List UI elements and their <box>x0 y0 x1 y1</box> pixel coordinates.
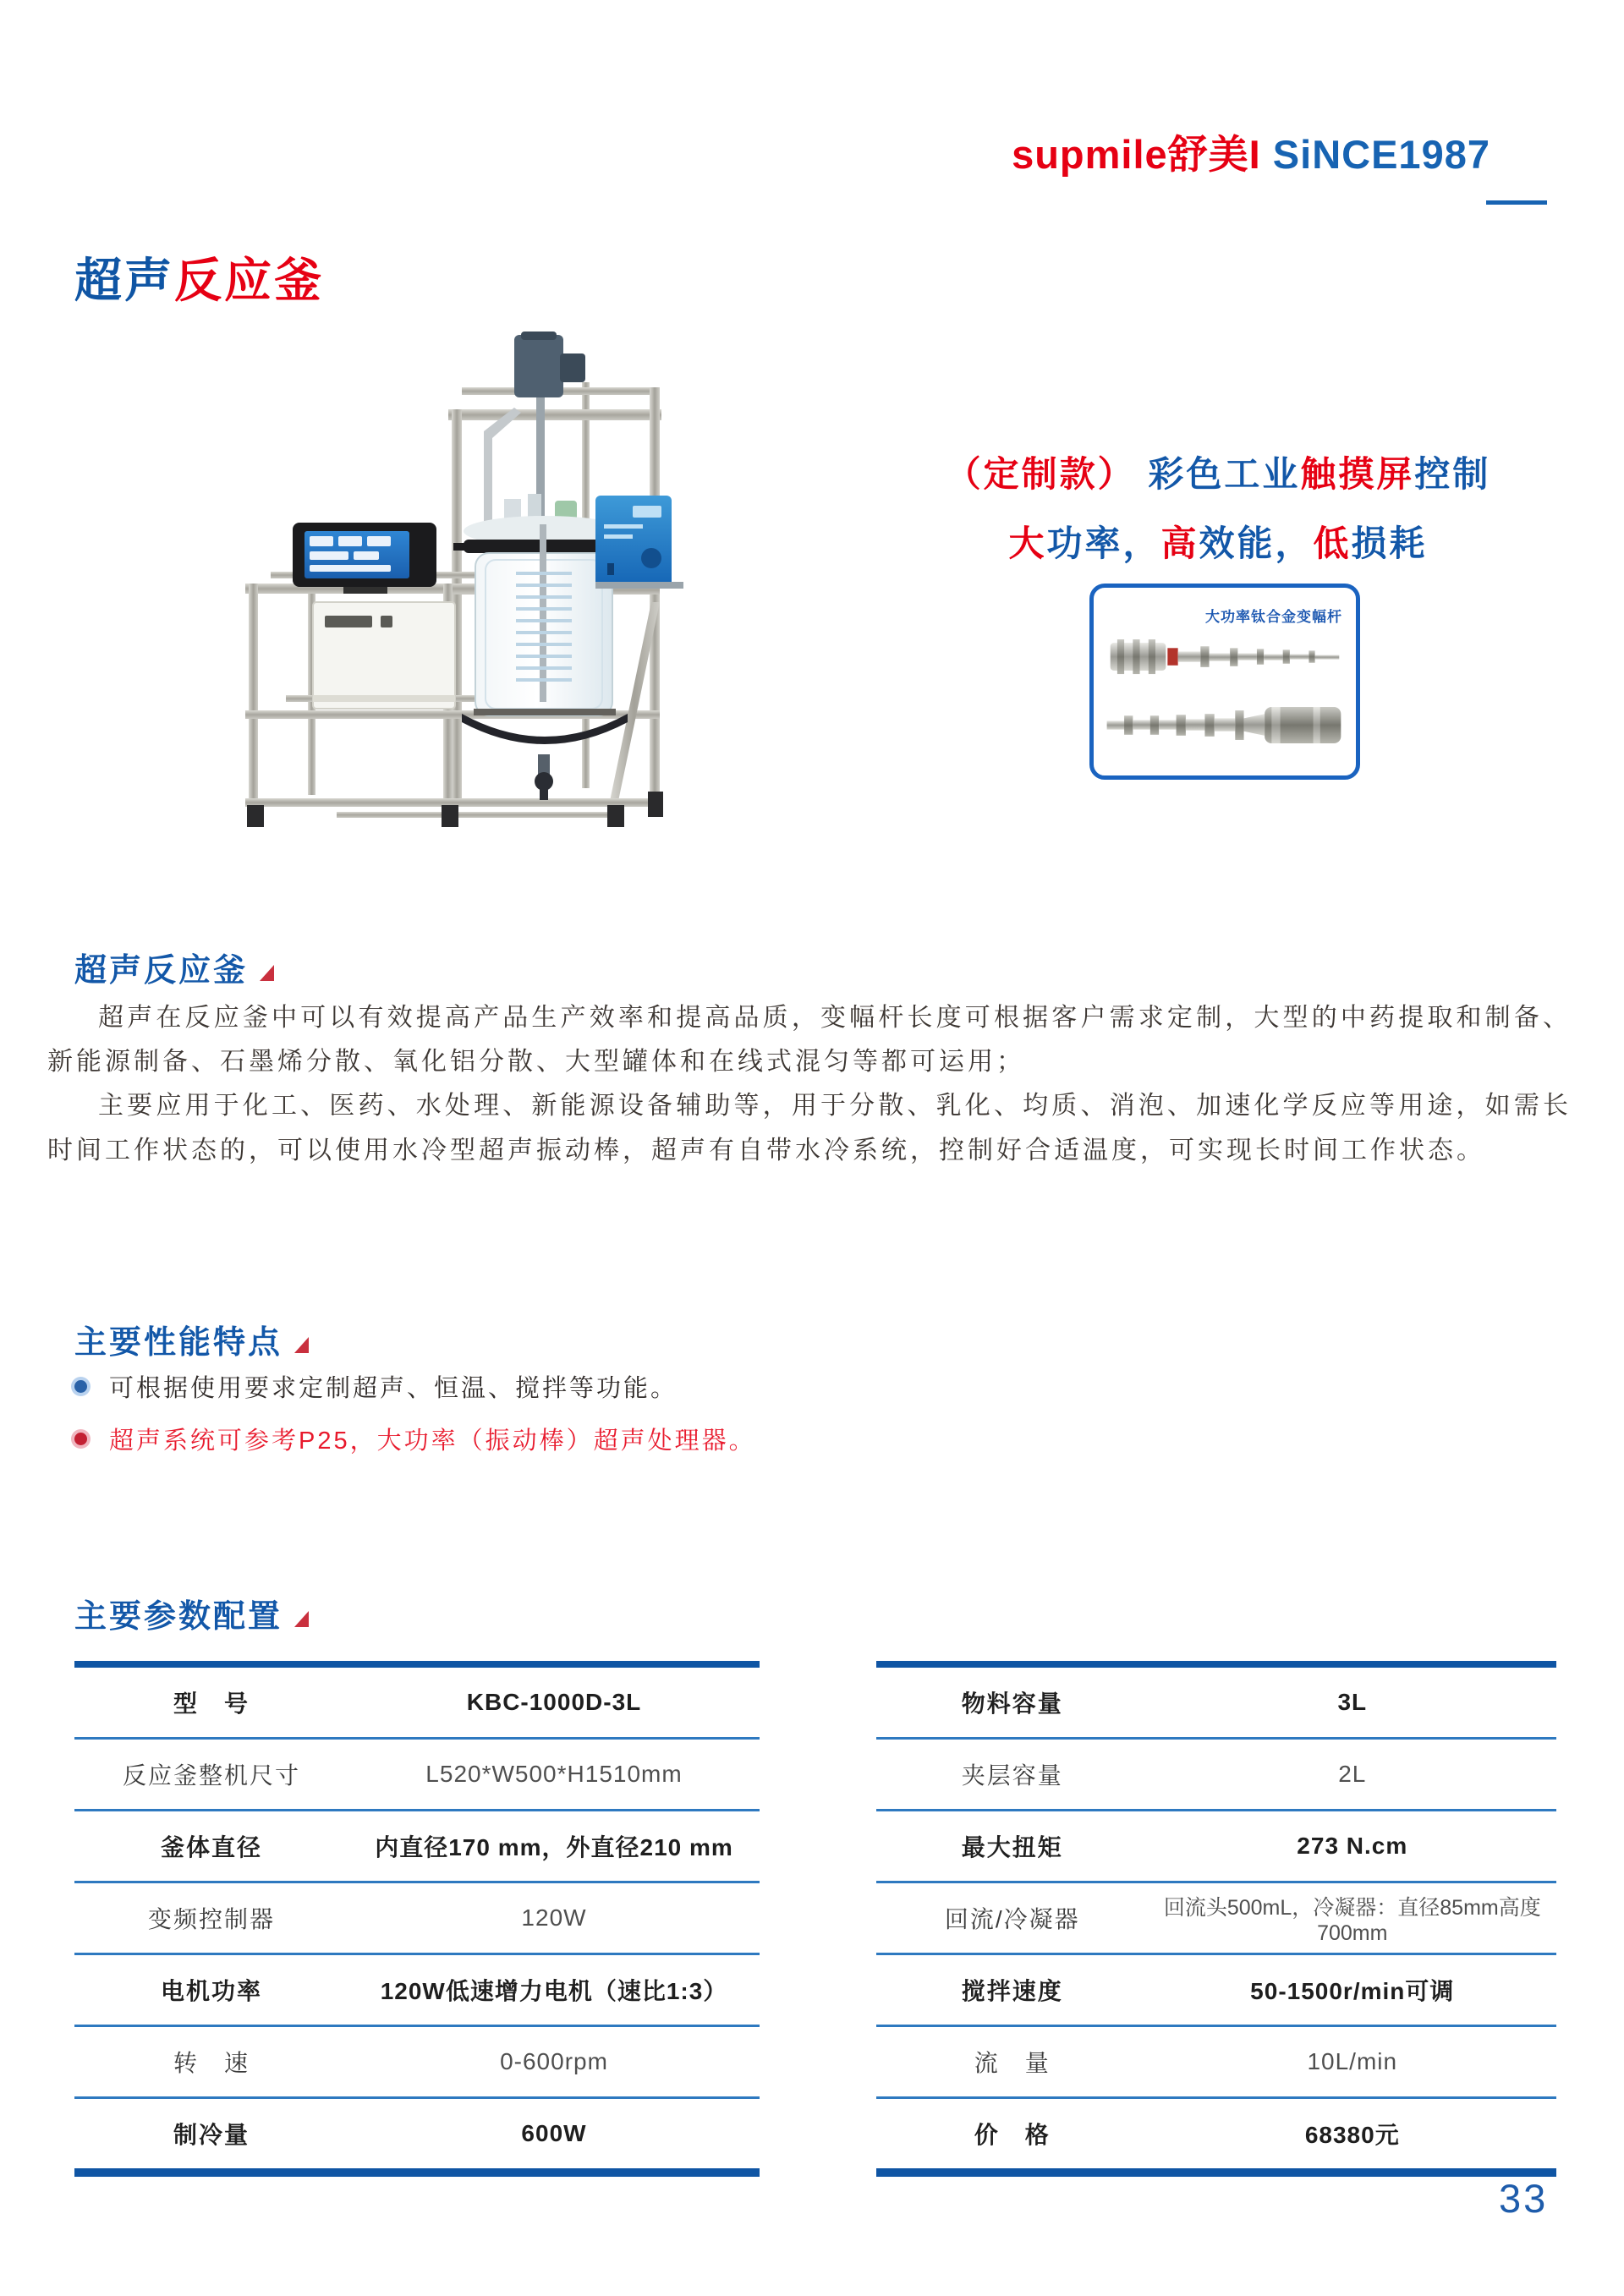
hero-headline <box>880 454 1556 563</box>
probe-caption: 大功率钛合金变幅杆 <box>1205 609 1342 625</box>
header-divider <box>1486 200 1547 205</box>
horn-icon-1 <box>1111 639 1340 674</box>
hero-line-2: 大功率，高效能，低损耗 <box>1008 523 1428 563</box>
spec-table-left <box>74 1661 760 2177</box>
hero-line-1: （定制款） 彩色工业触摸屏控制 <box>945 454 1491 494</box>
table-row: 最大扭矩 273 N.cm <box>876 1811 1556 1883</box>
section-heading-params: 主要参数配置 <box>74 1590 309 1636</box>
table-row: 物料容量 3L <box>876 1668 1556 1740</box>
section-heading-features: 主要性能特点 <box>74 1316 309 1362</box>
table-row: 搅拌速度 50-1500r/min可调 <box>876 1955 1556 2027</box>
table-row: 价 格 68380元 <box>974 2122 1400 2148</box>
table-row: 流 量 10L/min <box>876 2027 1556 2099</box>
product-photo <box>235 332 683 849</box>
page-title <box>74 244 324 311</box>
section-marker-icon <box>294 1611 309 1627</box>
feature-list <box>74 1360 1512 1465</box>
table-row: 制冷量 600W <box>173 2120 587 2148</box>
table-row: 反应釜整机尺寸 L520*W500*H1510mm <box>74 1740 760 1811</box>
table-row: 釜体直径 内直径170 mm，外直径210 mm <box>74 1811 760 1883</box>
spec-table-right <box>876 1661 1556 2177</box>
bullet-dot-icon <box>74 1433 87 1445</box>
brand-logo <box>1012 123 1490 180</box>
table-row: 转 速 0-600rpm <box>74 2027 760 2099</box>
feature-item: 可根据使用要求定制超声、恒温、搅拌等功能。 <box>74 1360 1512 1412</box>
horn-probe-icon <box>1094 603 1356 776</box>
feature-item: 超声系统可参考P25，大功率（振动棒）超声处理器。 <box>74 1412 1512 1465</box>
reactor-illustration <box>235 332 683 849</box>
page-title-red: 反应釜 <box>174 254 324 307</box>
page-title-blue: 超声 <box>74 254 174 307</box>
probe-box <box>1089 584 1360 780</box>
section-marker-icon <box>294 1337 309 1353</box>
intro-paragraph-2: 主要应用于化工、医药、水处理、新能源设备辅助等，用于分散、乳化、均质、消泡、加速化学反应等用途，如需长时间工作状态的，可以使用水冷型超声振动棒，超声有自带水冷系统，控制好合适温度，可实现长时间工作状态。 <box>47 1092 1572 1164</box>
section-marker-icon <box>260 965 274 981</box>
intro-paragraph-1: 超声在反应釜中可以有效提高产品生产效率和提高品质，变幅杆长度可根据客户需求定制，大型的中药提取和制备、新能源制备、石墨烯分散、氧化铝分散、大型罐体和在线式混匀等都可运用； <box>47 1004 1572 1077</box>
table-row: 夹层容量 2L <box>876 1740 1556 1811</box>
brand-logo-blue: SiNCE1987 <box>1272 132 1490 177</box>
intro-paragraphs <box>47 996 1572 1173</box>
table-row: 变频控制器 120W <box>74 1883 760 1955</box>
horn-icon-2 <box>1107 707 1341 743</box>
table-row: 型 号 KBC-1000D-3L <box>74 1668 760 1740</box>
table-row: 电机功率 120W低速增力电机（速比1:3） <box>74 1955 760 2027</box>
page-number: 33 <box>1499 2176 1549 2221</box>
table-row: 回流/冷凝器 回流头500mL，冷凝器：直径85mm高度700mm <box>876 1883 1556 1955</box>
bullet-dot-icon <box>74 1380 87 1393</box>
brand-logo-red: supmile舒美I <box>1012 132 1261 177</box>
section-heading-intro: 超声反应釜 <box>74 944 274 990</box>
